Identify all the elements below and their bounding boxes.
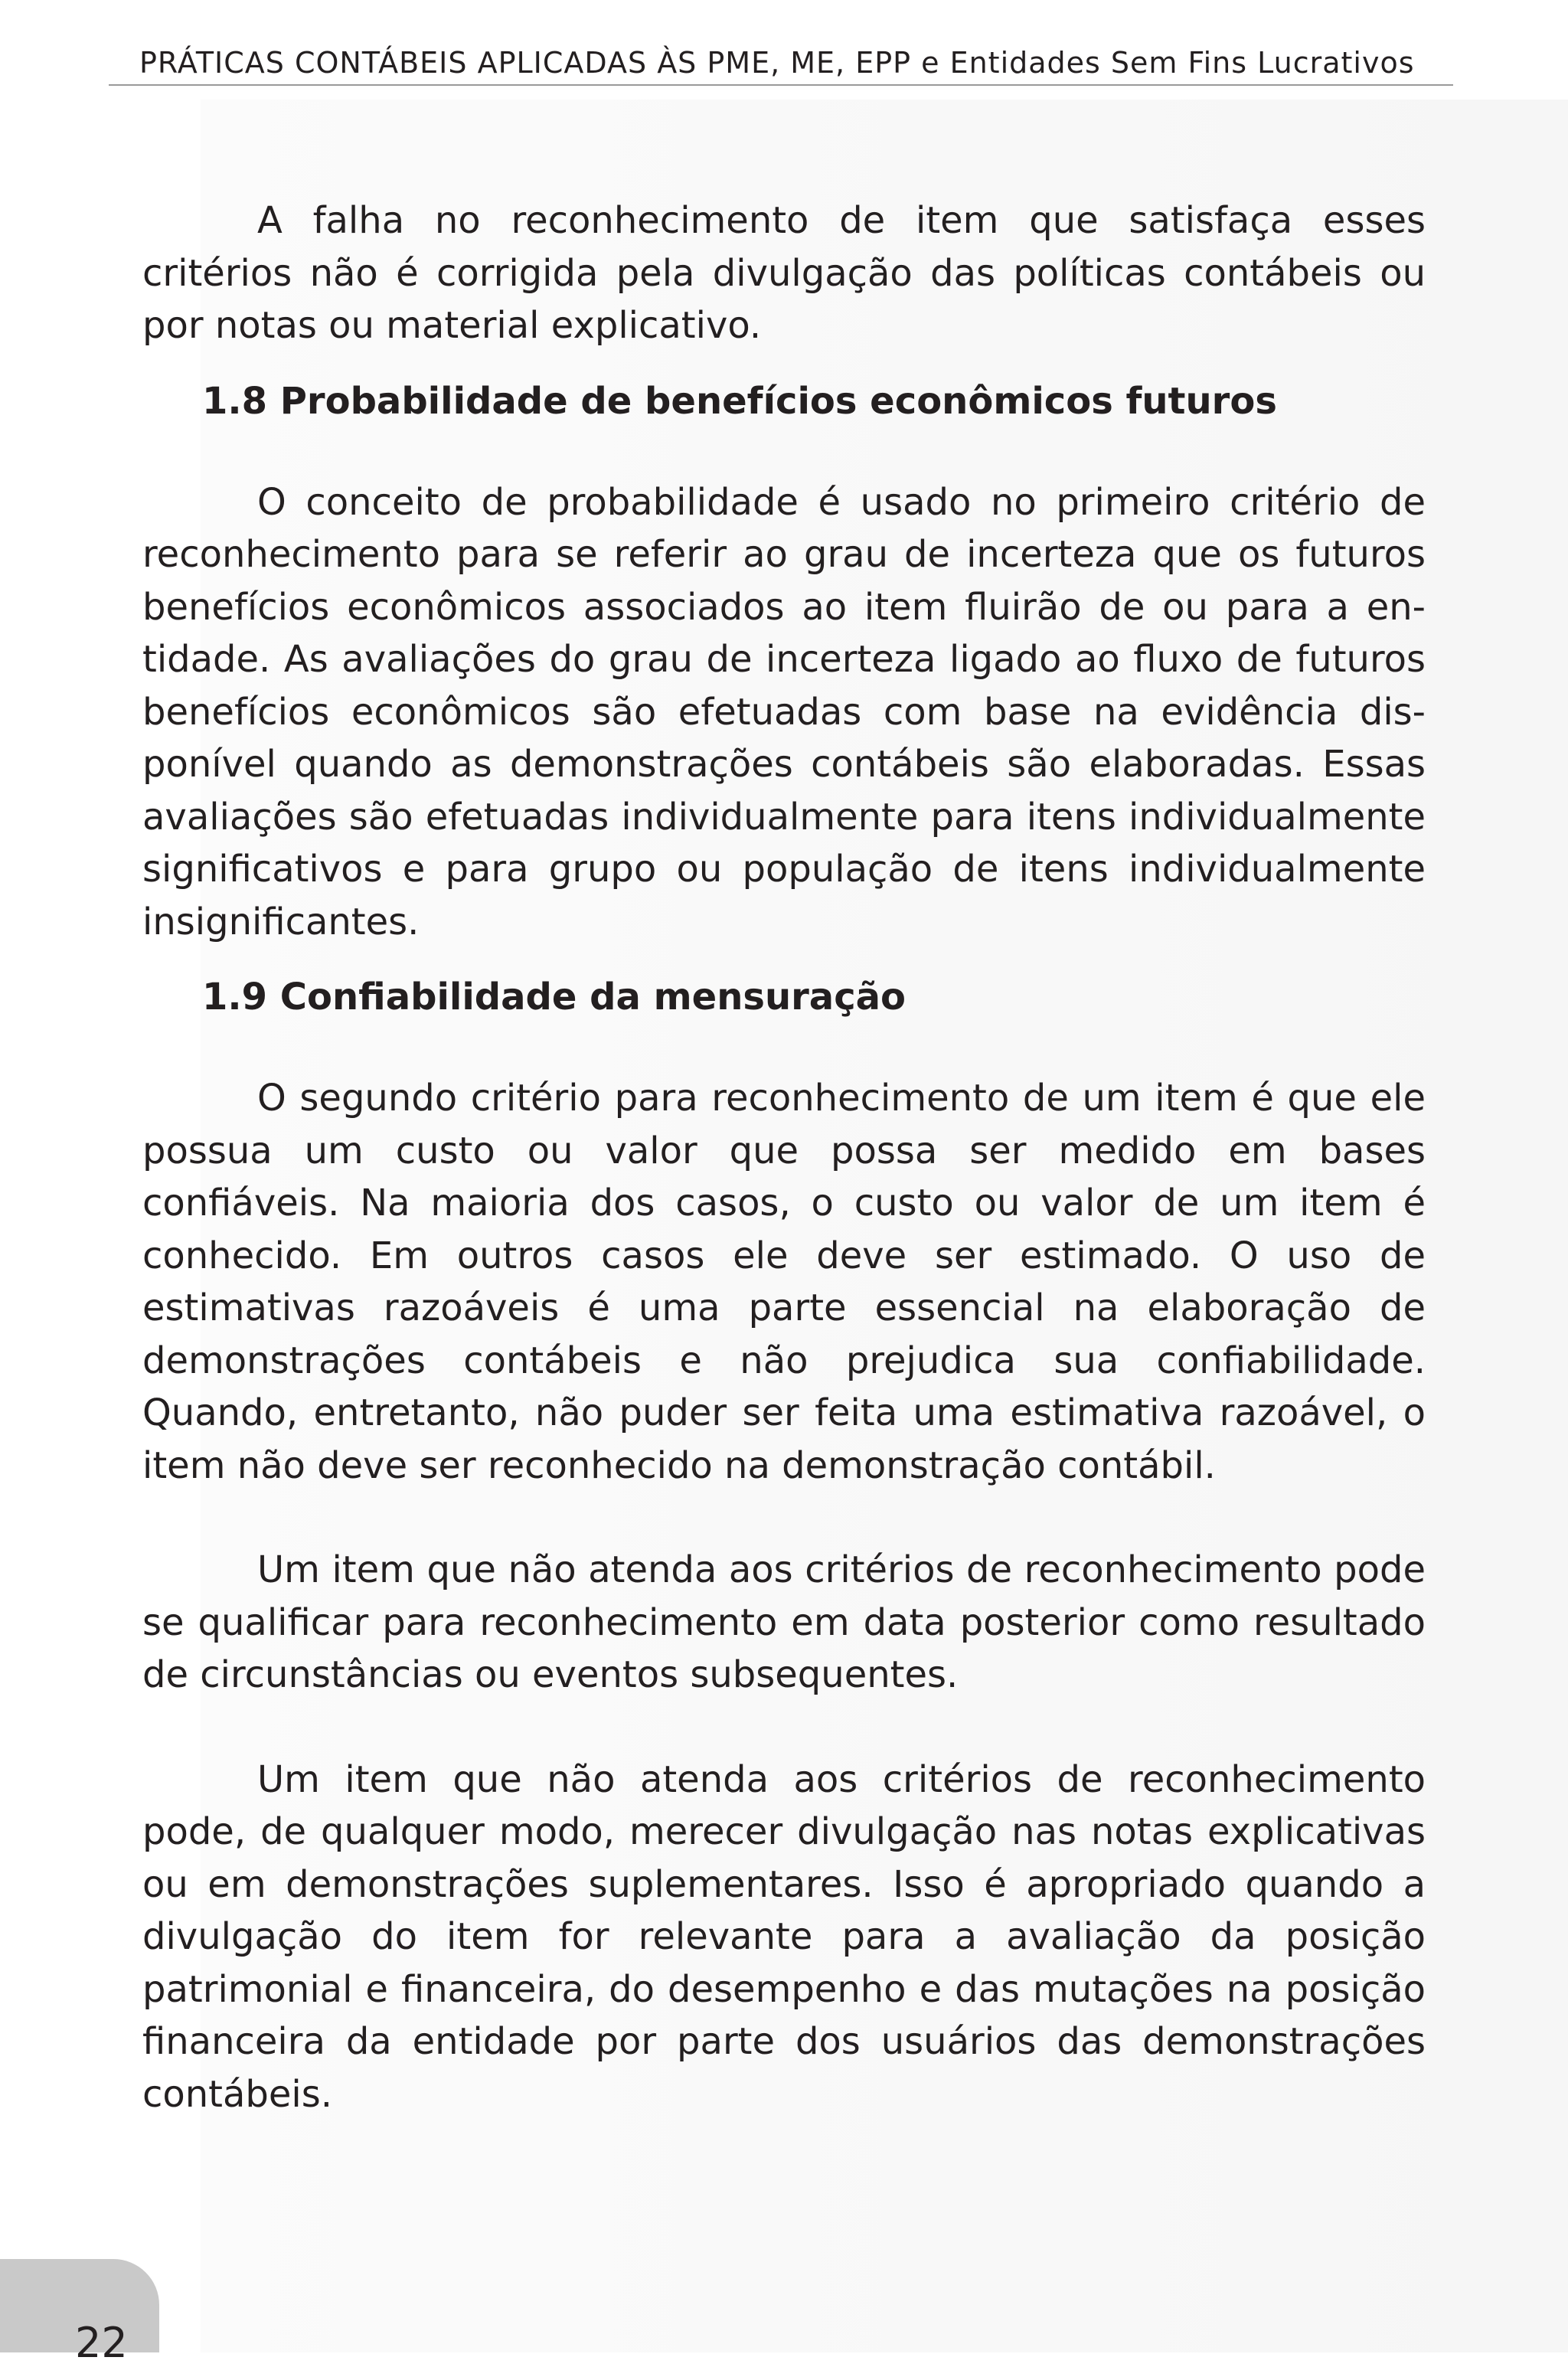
spacer <box>142 948 1426 971</box>
section-1-8-paragraph: O conceito de probabilidade é usado no primeiro critério de reconhecimento para se referir ao grau de incerteza que os futuros benefícios econômicos associados ao item fluirão de ou para a entidade. As avaliações do grau de incerteza ligado ao fluxo de futuros benefícios econômicos são efetuadas com base na evidência disponível quando as demonstrações contábeis são elaboradas. Essas avaliações são efetuadas individualmente para itens individualmente significativos e para grupo ou população de itens individualmente insignificantes. <box>142 480 1426 943</box>
spacer <box>142 1023 1426 1072</box>
spacer <box>142 1492 1426 1544</box>
page-number: 22 <box>75 2319 128 2367</box>
section-1-9-paragraph-2: Um item que não atenda aos critérios de reconhecimento pode se qualificar para reconhecimento em data posterior como resultado de circunstâncias ou eventos subsequentes. <box>142 1548 1426 1696</box>
running-header: PRÁTICAS CONTÁBEIS APLICADAS ÀS PME, ME, EPP e Entidades Sem Fins Lucrativos <box>139 46 1415 80</box>
section-heading-1-9: 1.9 Confiabilidade da mensuração <box>202 976 906 1018</box>
spacer <box>142 427 1426 476</box>
spacer <box>142 352 1426 375</box>
spacer <box>142 1702 1426 1754</box>
section-1-9-paragraph-3: Um item que não atenda aos critérios de reconhecimento pode, de qualquer modo, merecer divulgação nas notas explicativas ou em demonstrações suplementares. Isso é apropriado quando a divulgação do item for relevante para a avaliação da posição patrimonial e financeira, do desempenho e das mutações na posição financeira da entidade por parte dos usuários das demonstrações contábeis. <box>142 1757 1426 2116</box>
intro-paragraph: A falha no reconhecimento de item que satisfaça esses critérios não é corrigida pela divulgação das políticas contábeis ou por notas ou material explicativo. <box>142 199 1426 347</box>
header-divider <box>109 84 1453 86</box>
section-heading-1-8: 1.8 Probabilidade de benefícios econômicos futuros <box>202 379 1277 423</box>
page-body <box>142 195 1426 2120</box>
section-1-9-paragraph-1: O segundo critério para reconhecimento de um item é que ele possua um custo ou valor que possa ser medido em bases confiáveis. Na maioria dos casos, o custo ou valor de um item é conhecido. Em outros casos ele deve ser estimado. O uso de estimativas razoáveis é uma parte essencial na elaboração de demonstrações contábeis e não prejudica sua confiabilidade. Quando, entretanto, não puder ser feita uma estimativa razoável, o item não deve ser reconhecido na demonstração contábil. <box>142 1077 1426 1487</box>
